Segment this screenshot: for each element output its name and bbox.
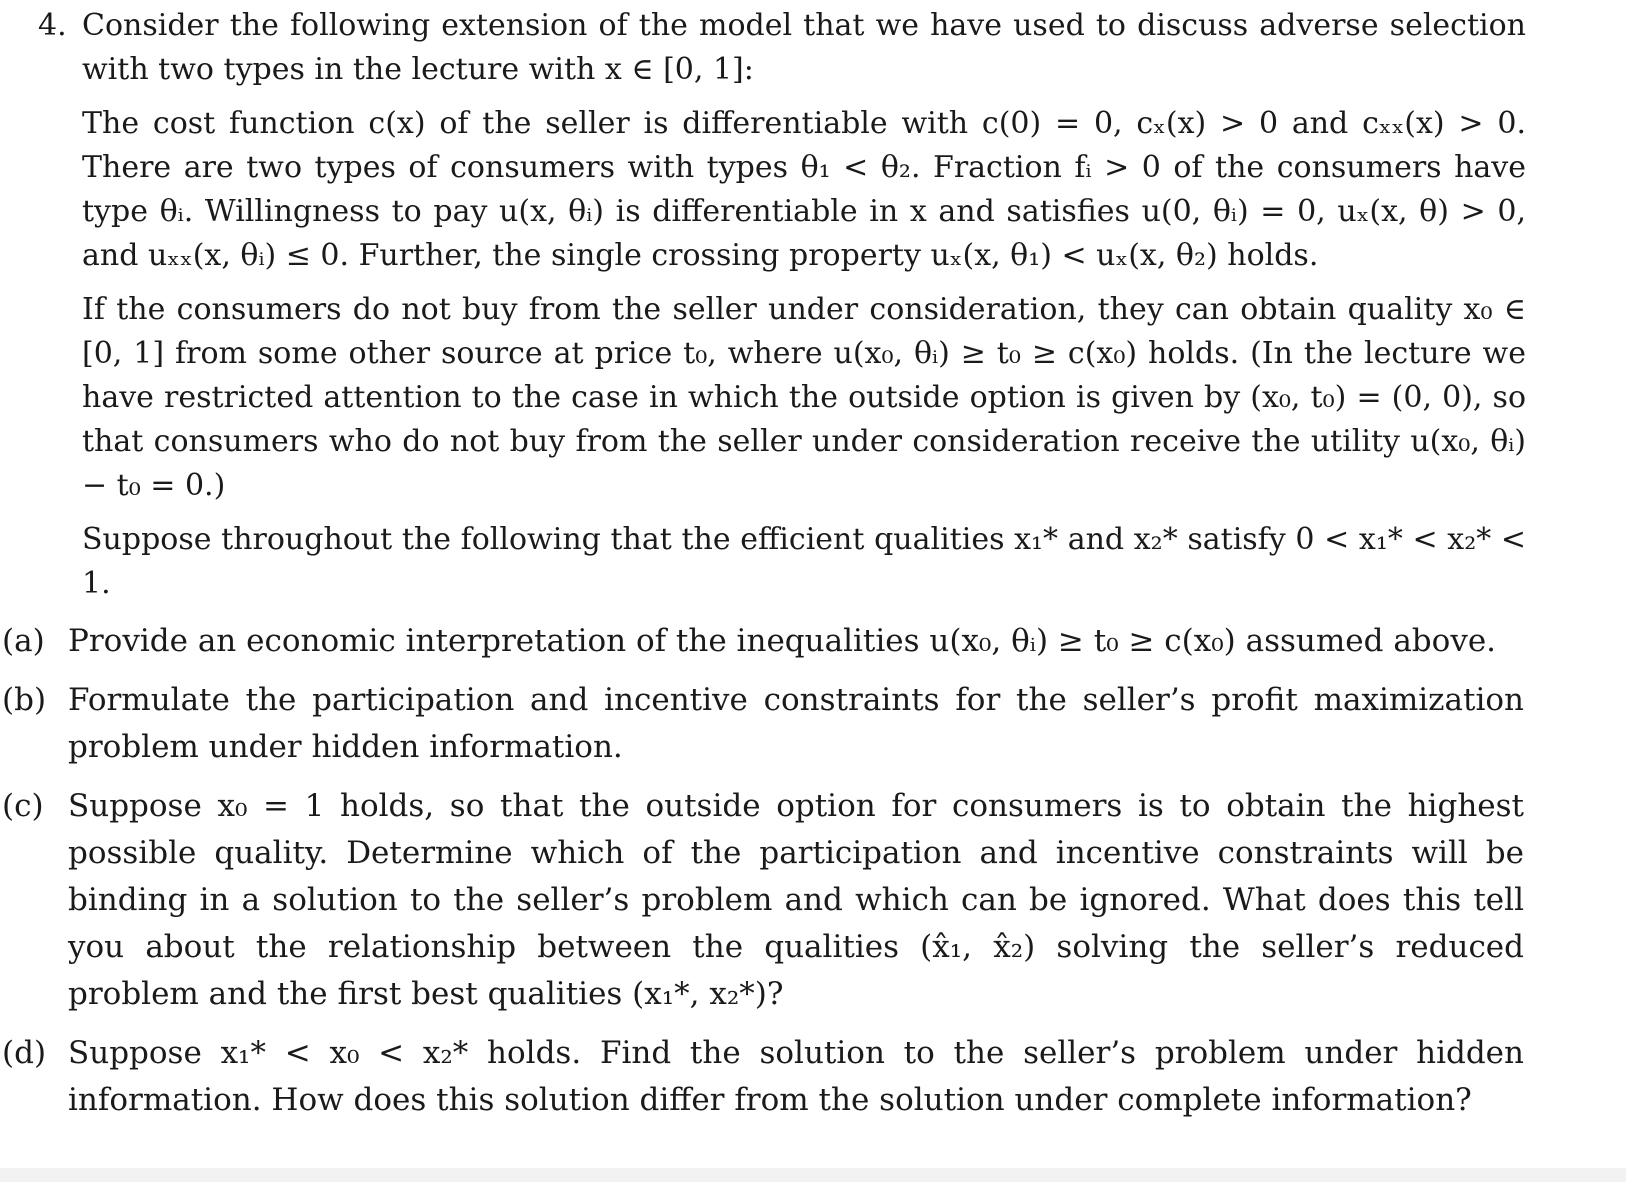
cost-and-types-text: The cost function c(x) of the seller is differentiable with c(0) = 0, cₓ(x) > 0 and cₓₓ(x) > 0. There are two types of consumers with types θ₁ < θ₂. Fraction fᵢ > 0 of the consumers have type θᵢ. Willingness to pay u(x, θᵢ) is differentiable in x and satisfies u(0, θᵢ) = 0, uₓ(x, θ) > 0, and uₓₓ(x, θᵢ) ≤ 0. Further, the single crossing property uₓ(x, θ₁) < uₓ(x, θ₂) holds. <box>82 106 1526 273</box>
question-intro: Consider the following extension of the model that we have used to discuss adverse selection with two types in the lecture with x ∈ [0, 1]: <box>82 8 1526 87</box>
question-number: 4. <box>38 8 67 43</box>
part-a <box>2 618 1524 665</box>
part-label: (a) <box>2 623 45 659</box>
part-label: (d) <box>2 1035 47 1071</box>
part-label: (b) <box>2 682 47 718</box>
question-header <box>38 4 1526 92</box>
bottom-edge-bar <box>0 1168 1626 1182</box>
efficient-qualities-paragraph <box>82 518 1526 606</box>
part-text: Suppose x₀ = 1 holds, so that the outside option for consumers is to obtain the highest possible quality. Determine which of the participation and incentive constraints will be binding in a solution to the seller’s problem and which can be ignored. What does this tell you about the relationship between the qualities (x̂₁, x̂₂) solving the seller’s reduced problem and the first best qualities (x₁*, x₂*)? <box>68 788 1524 1012</box>
efficient-qualities-text: Suppose throughout the following that the efficient qualities x₁* and x₂* satisfy 0 < x₁* < x₂* < 1. <box>82 522 1526 601</box>
part-text: Provide an economic interpretation of the inequalities u(x₀, θᵢ) ≥ t₀ ≥ c(x₀) assumed above. <box>68 623 1497 659</box>
part-d <box>2 1030 1524 1124</box>
part-b <box>2 677 1524 771</box>
part-text: Formulate the participation and incentive constraints for the seller’s profit maximization problem under hidden information. <box>68 682 1524 765</box>
assumptions-paragraph <box>82 102 1526 278</box>
outside-option-text: If the consumers do not buy from the seller under consideration, they can obtain quality x₀ ∈ [0, 1] from some other source at price t₀, where u(x₀, θᵢ) ≥ t₀ ≥ c(x₀) holds. (In the lecture we have restricted attention to the case in which the outside option is given by (x₀, t₀) = (0, 0), so that consumers who do not buy from the seller under consideration receive the utility u(x₀, θᵢ) − t₀ = 0.) <box>82 292 1526 503</box>
part-c <box>2 783 1524 1018</box>
outside-option-paragraph <box>82 288 1526 508</box>
part-text: Suppose x₁* < x₀ < x₂* holds. Find the solution to the seller’s problem under hidden information. How does this solution differ from the solution under complete information? <box>68 1035 1524 1118</box>
part-label: (c) <box>2 788 44 824</box>
